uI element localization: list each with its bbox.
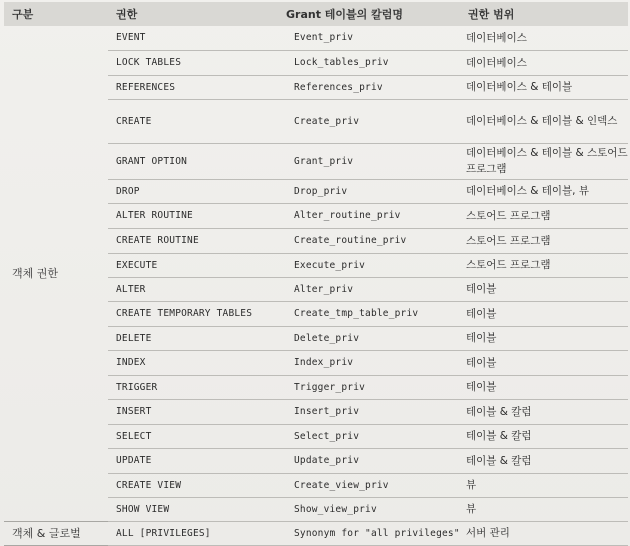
- scope-cell: 뷰: [460, 473, 628, 497]
- column-cell: Update_priv: [278, 448, 460, 473]
- privilege-cell: REFERENCES: [108, 75, 278, 99]
- scope-cell: 데이터베이스 & 테이블 & 인덱스: [460, 99, 628, 143]
- privilege-cell: EVENT: [108, 26, 278, 50]
- table-row: [4, 521, 628, 545]
- privilege-cell: CREATE VIEW: [108, 473, 278, 497]
- column-cell: Create_tmp_table_priv: [278, 301, 460, 326]
- column-cell: Show_view_priv: [278, 497, 460, 521]
- header-scope: 권한 범위: [460, 2, 628, 26]
- column-cell: Drop_priv: [278, 179, 460, 203]
- category-cell: 객체 & 글로벌: [4, 521, 108, 545]
- column-cell: Synonym for "all privileges": [278, 521, 460, 545]
- column-cell: Create_routine_priv: [278, 228, 460, 253]
- privilege-cell: ALL [PRIVILEGES]: [108, 521, 278, 545]
- privilege-cell: CREATE TEMPORARY TABLES: [108, 301, 278, 326]
- privilege-cell: SHOW VIEW: [108, 497, 278, 521]
- scope-cell: 데이터베이스: [460, 26, 628, 50]
- scope-cell: 테이블 & 칼럼: [460, 399, 628, 424]
- scope-cell: 데이터베이스 & 테이블 & 스토어드 프로그램: [460, 143, 628, 179]
- column-cell: Execute_priv: [278, 253, 460, 277]
- scope-cell: 테이블: [460, 375, 628, 399]
- column-cell: Alter_priv: [278, 277, 460, 301]
- column-cell: Select_priv: [278, 424, 460, 448]
- scope-cell: 테이블: [460, 277, 628, 301]
- table-body: [4, 26, 628, 545]
- column-cell: Create_view_priv: [278, 473, 460, 497]
- header-column: Grant 테이블의 칼럼명: [278, 2, 460, 26]
- scope-cell: 스토어드 프로그램: [460, 253, 628, 277]
- header-privilege: 권한: [108, 2, 278, 26]
- column-cell: Insert_priv: [278, 399, 460, 424]
- scope-cell: 테이블 & 칼럼: [460, 448, 628, 473]
- category-cell: 객체 권한: [4, 26, 108, 521]
- privilege-cell: INSERT: [108, 399, 278, 424]
- scope-cell: 스토어드 프로그램: [460, 228, 628, 253]
- column-cell: Delete_priv: [278, 326, 460, 350]
- privilege-cell: EXECUTE: [108, 253, 278, 277]
- scope-cell: 테이블: [460, 350, 628, 375]
- privilege-table: [4, 2, 628, 546]
- column-cell: Index_priv: [278, 350, 460, 375]
- scope-cell: 뷰: [460, 497, 628, 521]
- scope-cell: 서버 관리: [460, 521, 628, 545]
- privilege-cell: ALTER: [108, 277, 278, 301]
- privilege-cell: CREATE: [108, 99, 278, 143]
- scope-cell: 테이블: [460, 326, 628, 350]
- scope-cell: 테이블: [460, 301, 628, 326]
- privilege-cell: TRIGGER: [108, 375, 278, 399]
- scope-cell: 데이터베이스: [460, 50, 628, 75]
- column-cell: Trigger_priv: [278, 375, 460, 399]
- privilege-cell: CREATE ROUTINE: [108, 228, 278, 253]
- column-cell: Create_priv: [278, 99, 460, 143]
- privilege-cell: LOCK TABLES: [108, 50, 278, 75]
- column-cell: References_priv: [278, 75, 460, 99]
- privilege-cell: UPDATE: [108, 448, 278, 473]
- privilege-cell: ALTER ROUTINE: [108, 203, 278, 228]
- table-header-row: [4, 2, 628, 26]
- privilege-cell: INDEX: [108, 350, 278, 375]
- privilege-cell: DROP: [108, 179, 278, 203]
- scope-cell: 데이터베이스 & 테이블, 뷰: [460, 179, 628, 203]
- scope-cell: 스토어드 프로그램: [460, 203, 628, 228]
- column-cell: Grant_priv: [278, 143, 460, 179]
- privilege-cell: GRANT OPTION: [108, 143, 278, 179]
- column-cell: Lock_tables_priv: [278, 50, 460, 75]
- scope-cell: 데이터베이스 & 테이블: [460, 75, 628, 99]
- column-cell: Event_priv: [278, 26, 460, 50]
- table-row: [4, 26, 628, 50]
- column-cell: Alter_routine_priv: [278, 203, 460, 228]
- header-category: 구분: [4, 2, 108, 26]
- privilege-cell: SELECT: [108, 424, 278, 448]
- privilege-cell: DELETE: [108, 326, 278, 350]
- scope-cell: 테이블 & 칼럼: [460, 424, 628, 448]
